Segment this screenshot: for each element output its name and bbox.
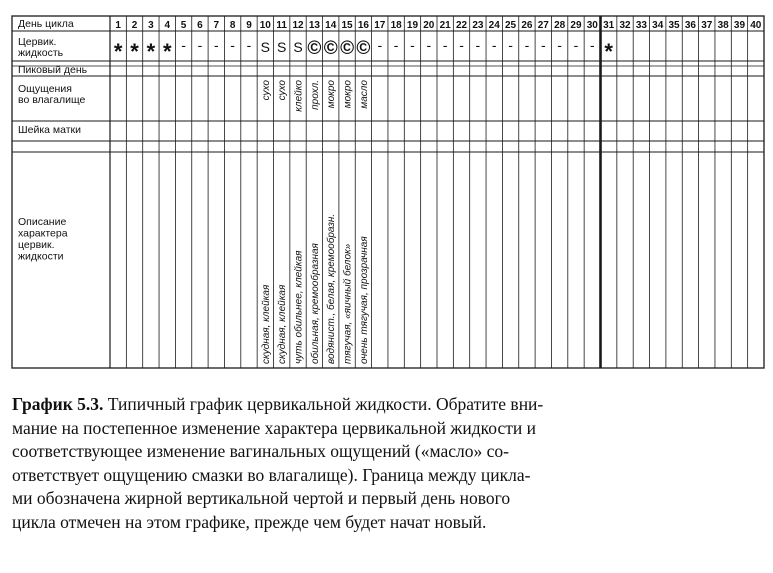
fluid-mark: © <box>356 38 371 59</box>
day-number: 6 <box>197 20 203 31</box>
day-number: 12 <box>292 20 304 31</box>
day-number: 33 <box>635 20 647 31</box>
fluid-mark: - <box>213 37 219 53</box>
day-number: 5 <box>180 20 187 31</box>
day-number: 21 <box>439 20 451 31</box>
day-number: 39 <box>733 20 746 31</box>
fluid-mark: - <box>508 37 513 53</box>
fluid-mark: - <box>197 37 203 53</box>
caption-line-1-text: Типичный график цервикальной жидкости. Обратите вни- <box>103 394 544 414</box>
fluid-mark: S <box>293 39 303 55</box>
description-entry: очень тягучая, прозрачная <box>358 236 370 364</box>
day-number: 18 <box>390 20 402 31</box>
day-number: 2 <box>131 20 138 31</box>
day-number: 23 <box>472 20 484 31</box>
day-number: 29 <box>570 20 582 31</box>
sensation-entry: сухо <box>260 80 272 101</box>
caption-line-3: соответствующее изменение вагинальных ощущений («масло» со- <box>12 441 509 461</box>
day-number: 16 <box>357 20 369 31</box>
sensation-entry: прохл. <box>309 80 321 110</box>
sensation-row-label <box>18 83 85 106</box>
sensation-row-label-line: Ощущения <box>18 83 72 95</box>
sensation-entry: сухо <box>277 80 289 101</box>
fluid-mark: - <box>230 37 235 53</box>
description-row-label-line: жидкости <box>18 250 64 263</box>
fluid-mark: - <box>589 37 595 53</box>
description-row-label <box>18 216 68 263</box>
fluid-row-label-line: Цервик. <box>18 36 57 48</box>
day-number: 15 <box>341 20 353 31</box>
description-entry: скудная, клейкая <box>260 284 272 364</box>
caption-label: График 5.3. <box>12 394 104 414</box>
fluid-mark: © <box>307 38 322 59</box>
fluid-row-label-line: жидкость <box>18 47 64 59</box>
day-number: 3 <box>148 20 154 31</box>
day-number: 36 <box>684 20 696 31</box>
description-entry: скудная, клейкая <box>277 284 289 364</box>
fluid-mark: - <box>246 37 252 53</box>
day-number: 38 <box>717 20 729 31</box>
chart-row-labels <box>18 18 88 263</box>
day-number: 31 <box>603 20 615 31</box>
peak-row-label-line: Пиковый день <box>18 64 88 76</box>
fluid-mark: - <box>573 37 579 53</box>
peak-row-label <box>18 64 88 76</box>
chart-cells <box>114 20 762 364</box>
description-row-label-line: Описание <box>18 216 67 228</box>
fluid-mark: - <box>426 37 432 53</box>
day-number: 20 <box>423 20 435 31</box>
day-number: 34 <box>652 20 664 31</box>
fluid-mark: * <box>162 39 172 64</box>
fluid-mark: - <box>557 37 562 53</box>
fluid-mark: S <box>277 39 287 55</box>
fluid-mark: © <box>323 38 338 59</box>
day-number: 40 <box>750 20 762 31</box>
fluid-mark: - <box>524 37 530 53</box>
day-number: 10 <box>259 20 271 31</box>
day-number: 30 <box>586 20 598 31</box>
sensation-entry: масло <box>358 80 370 109</box>
day-number: 11 <box>276 20 287 31</box>
description-entry: тягучая, «яичный белок» <box>342 243 354 364</box>
caption-line-1 <box>12 393 764 417</box>
fluid-mark: * <box>604 39 613 64</box>
fluid-mark: S <box>260 39 270 55</box>
day-number: 7 <box>213 20 220 31</box>
day-number: 1 <box>115 20 121 31</box>
fluid-row-label <box>18 36 64 59</box>
sensation-entry: мокро <box>326 80 338 109</box>
fluid-mark: * <box>146 39 156 64</box>
day-number: 14 <box>325 20 337 31</box>
fluid-mark: * <box>130 39 139 64</box>
fluid-mark: * <box>113 39 123 64</box>
sensation-entry: клейко <box>293 80 305 112</box>
day-number: 19 <box>406 20 419 31</box>
fluid-mark: - <box>475 37 481 53</box>
day-row-label-line: День цикла <box>18 18 74 30</box>
fluid-mark: - <box>442 37 448 53</box>
caption-line-5: ми обозначена жирной вертикальной чертой и первый день нового <box>12 488 511 508</box>
day-number: 26 <box>521 20 533 31</box>
description-entry: обильная, кремообразная <box>309 243 321 364</box>
sensation-entry: мокро <box>342 80 354 109</box>
day-number: 25 <box>505 20 517 31</box>
cervix-row-label <box>18 124 81 136</box>
description-entry: водянист., белая, кремообразн. <box>326 213 338 364</box>
day-number: 28 <box>554 20 566 31</box>
description-entry: чуть обильнее, клейкая <box>293 250 305 364</box>
day-number: 13 <box>308 20 320 31</box>
fluid-mark: - <box>410 37 415 53</box>
fluid-mark: - <box>181 37 186 53</box>
caption-line-2: мание на постепенное изменение характера цервикальной жидкости и <box>12 417 536 438</box>
chart-grid <box>12 16 764 368</box>
fluid-mark: - <box>377 37 383 53</box>
day-number: 22 <box>455 20 468 31</box>
day-number: 4 <box>164 20 171 31</box>
fluid-mark: © <box>340 38 355 59</box>
caption-line-6: цикла отмечен на этом графике, прежде чем будет начат новый. <box>12 511 487 532</box>
fluid-mark: - <box>459 37 464 53</box>
description-row-label-line: характера <box>18 227 68 240</box>
fluid-mark: - <box>393 37 399 53</box>
description-row-label-line: цервик. <box>18 239 55 251</box>
day-row-label <box>18 18 74 30</box>
day-number: 24 <box>488 20 500 31</box>
fluid-mark: - <box>491 37 497 53</box>
caption-line-4: ответствует ощущению смазки во влагалище). Граница между цикла- <box>12 464 531 485</box>
fluid-mark: - <box>540 37 546 53</box>
day-number: 27 <box>537 20 549 31</box>
day-number: 9 <box>246 20 252 31</box>
figure-caption <box>12 393 764 534</box>
day-number: 35 <box>668 20 680 31</box>
day-number: 32 <box>619 20 631 31</box>
day-number: 17 <box>374 20 386 31</box>
day-number: 8 <box>229 20 236 31</box>
sensation-row-label-line: во влагалище <box>18 94 86 106</box>
cervix-row-label-line: Шейка матки <box>18 124 82 136</box>
day-number: 37 <box>701 20 713 31</box>
